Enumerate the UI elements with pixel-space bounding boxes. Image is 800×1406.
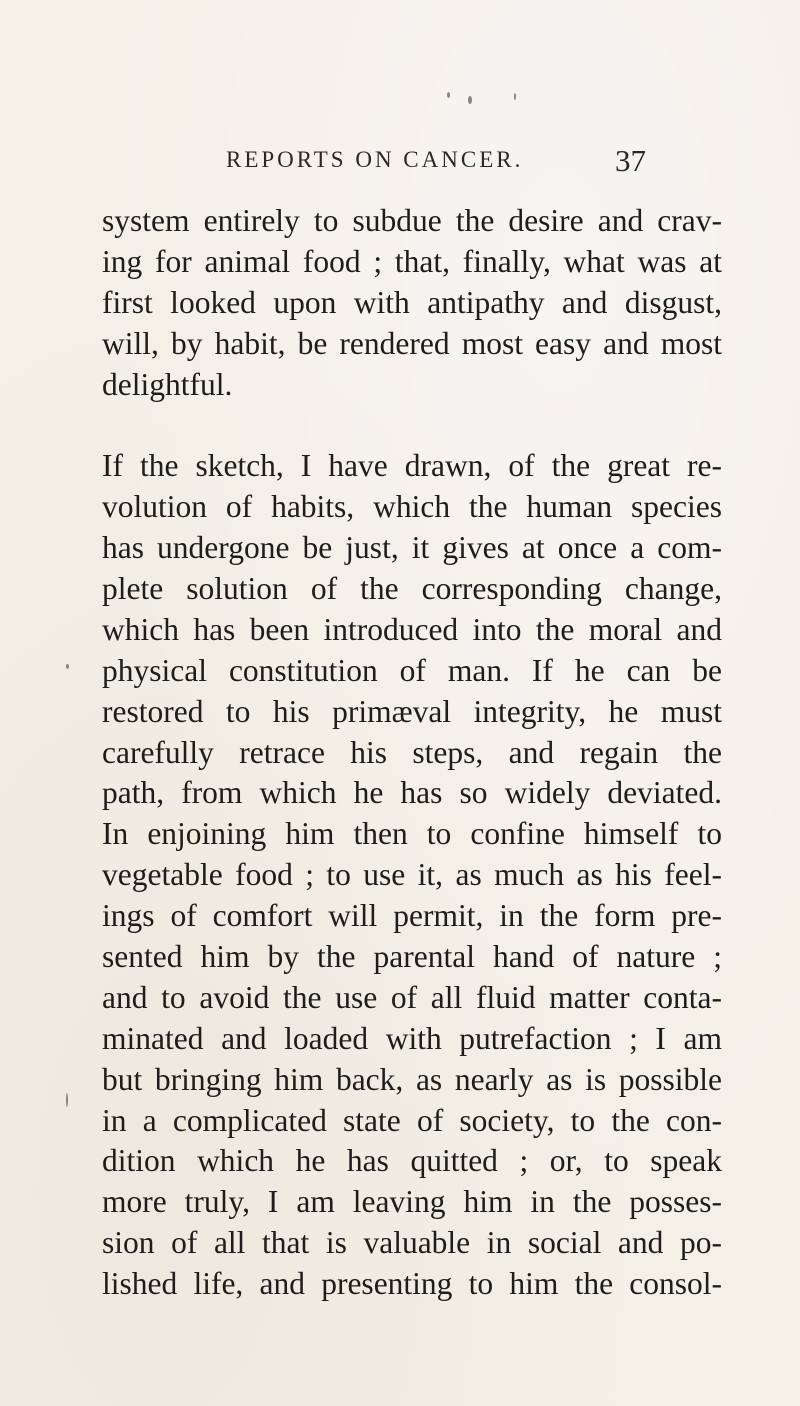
- text-line: restored to his primæval integrity, he must: [102, 693, 722, 729]
- body-text: [102, 201, 722, 1305]
- text-line: ings of comfort will permit, in the form pre-: [102, 898, 722, 934]
- text-line: more truly, I am leaving him in the posses-: [102, 1184, 722, 1220]
- text-line: plete solution of the corresponding change,: [102, 571, 722, 607]
- text-line: volution of habits, which the human species: [102, 489, 722, 525]
- text-line: in a complicated state of society, to the con-: [102, 1102, 722, 1138]
- paragraph-1: [102, 201, 722, 405]
- ink-speck: [468, 96, 472, 104]
- running-head-title: REPORTS ON CANCER.: [226, 147, 524, 172]
- text-line: ing for animal food ; that, finally, what was at: [102, 243, 722, 279]
- running-head: [226, 143, 646, 187]
- text-line: dition which he has quitted ; or, to speak: [102, 1143, 722, 1179]
- text-line: If the sketch, I have drawn, of the great re-: [102, 448, 722, 484]
- text-line: physical constitution of man. If he can be: [102, 652, 722, 688]
- text-line: sion of all that is valuable in social and po-: [102, 1225, 722, 1261]
- text-line: path, from which he has so widely deviated.: [102, 775, 722, 811]
- text-line: but bringing him back, as nearly as is possible: [102, 1061, 722, 1097]
- text-line: In enjoining him then to confine himself to: [102, 816, 722, 852]
- page-number: 37: [615, 143, 646, 178]
- text-line: vegetable food ; to use it, as much as his feel-: [102, 857, 722, 893]
- text-line: which has been introduced into the moral and: [102, 611, 722, 647]
- text-line: and to avoid the use of all fluid matter conta-: [102, 979, 722, 1015]
- text-line: system entirely to subdue the desire and crav-: [102, 203, 722, 238]
- text-line: lished life, and presenting to him the consol-: [102, 1266, 722, 1302]
- text-line: will, by habit, be rendered most easy and most: [102, 325, 722, 361]
- ink-speck: [447, 92, 450, 98]
- paragraph-gap: [102, 405, 722, 446]
- ink-speck: [66, 664, 69, 669]
- paragraph-2: [102, 446, 722, 1305]
- ink-speck: [66, 1093, 68, 1107]
- ink-speck: [514, 93, 516, 100]
- text-line: has undergone be just, it gives at once a com-: [102, 530, 722, 566]
- text-line: delightful.: [102, 366, 233, 402]
- text-line: minated and loaded with putrefaction ; I am: [102, 1020, 722, 1056]
- text-line: sented him by the parental hand of nature ;: [102, 939, 722, 975]
- text-line: first looked upon with antipathy and disgust,: [102, 284, 722, 320]
- text-line: carefully retrace his steps, and regain the: [102, 734, 722, 770]
